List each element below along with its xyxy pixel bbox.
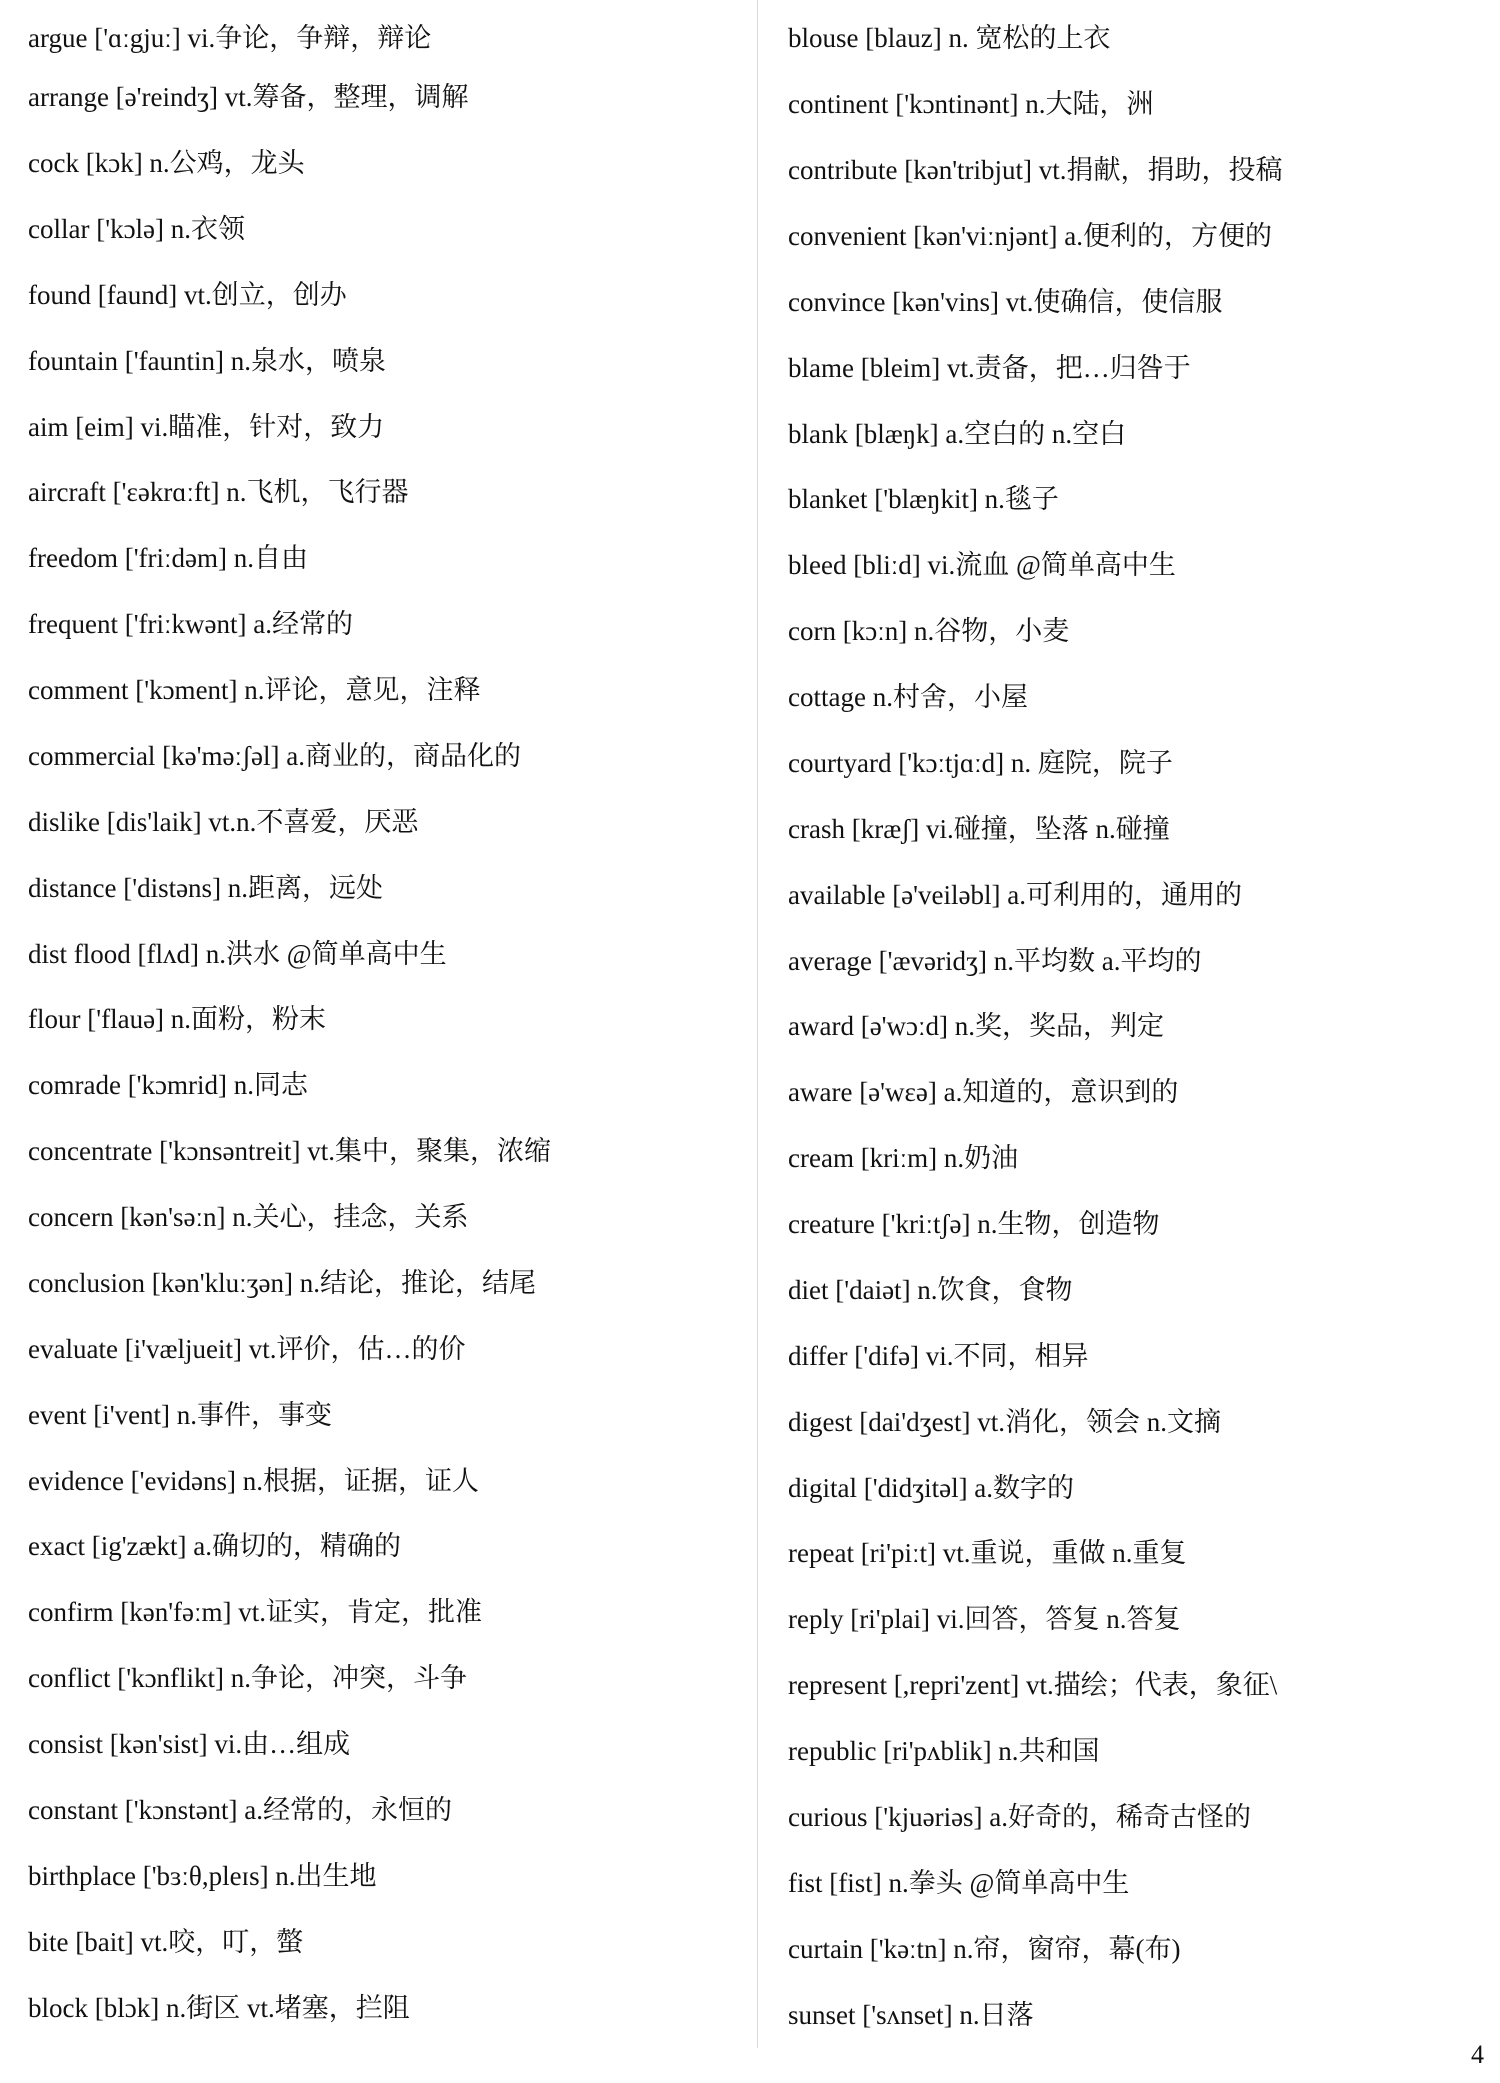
vocab-entry: concentrate ['kɔnsəntreit] vt.集中，聚集，浓缩: [28, 1136, 551, 1166]
vocab-entry: courtyard ['kɔːtjɑːd] n. 庭院，院子: [788, 748, 1173, 778]
vocab-entry: aware [ə'wɛə] a.知道的，意识到的: [788, 1077, 1179, 1107]
vocab-entry: comment ['kɔment] n.评论，意见，注释: [28, 675, 481, 705]
vocab-entry: creature ['kriːtʃə] n.生物，创造物: [788, 1209, 1160, 1239]
vocab-entry: reply [ri'plai] vi.回答，答复 n.答复: [788, 1604, 1181, 1634]
vocab-entry: represent [,repri'zent] vt.描绘；代表，象征\: [788, 1670, 1278, 1700]
vocab-entry: block [blɔk] n.街区 vt.堵塞，拦阻: [28, 1993, 410, 2023]
right-vocabulary-column: [788, 0, 1478, 2040]
vocab-entry: average ['ævəridʒ] n.平均数 a.平均的: [788, 946, 1202, 976]
vocab-entry: conclusion [kən'kluːʒən] n.结论，推论，结尾: [28, 1268, 537, 1298]
vocab-entry: digital ['didʒitəl] a.数字的: [788, 1473, 1075, 1503]
vocab-entry: corn [kɔːn] n.谷物，小麦: [788, 616, 1070, 646]
vocab-entry: frequent ['friːkwənt] a.经常的: [28, 609, 354, 639]
vocab-entry: evaluate [i'væljueit] vt.评价，估…的价: [28, 1334, 466, 1364]
vocab-entry: concern [kən'səːn] n.关心，挂念，关系: [28, 1202, 469, 1232]
vocab-entry: diet ['daiət] n.饮食，食物: [788, 1275, 1073, 1305]
vocab-entry: flour ['flauə] n.面粉，粉末: [28, 1004, 327, 1034]
vocab-entry: continent ['kɔntinənt] n.大陆，洲: [788, 89, 1154, 119]
page-number: 4: [1471, 2040, 1484, 2069]
left-vocabulary-column: [28, 0, 748, 2040]
vocab-entry: differ ['difə] vi.不同，相异: [788, 1341, 1089, 1371]
vocab-entry: collar ['kɔlə] n.衣领: [28, 214, 246, 244]
vocab-entry: aim [eim] vi.瞄准，针对，致力: [28, 412, 385, 442]
vocab-entry: blouse [blauz] n. 宽松的上衣: [788, 23, 1111, 53]
vocab-entry: conflict ['kɔnflikt] n.争论，冲突，斗争: [28, 1663, 468, 1693]
vocab-entry: curious ['kjuəriəs] a.好奇的，稀奇古怪的: [788, 1802, 1252, 1832]
column-divider: [757, 0, 758, 2048]
vocab-entry: consist [kən'sist] vi.由…组成: [28, 1729, 351, 1759]
vocab-entry: blame [bleim] vt.责备，把…归咎于: [788, 353, 1191, 383]
vocab-entry: crash [kræʃ] vi.碰撞，坠落 n.碰撞: [788, 814, 1170, 844]
vocab-entry: distance ['distəns] n.距离，远处: [28, 873, 384, 903]
vocab-entry: evidence ['evidəns] n.根据，证据，证人: [28, 1466, 480, 1496]
vocab-entry: constant ['kɔnstənt] a.经常的，永恒的: [28, 1795, 453, 1825]
vocab-entry: convenient [kən'viːnjənt] a.便利的，方便的: [788, 221, 1273, 251]
vocab-entry: cottage n.村舍，小屋: [788, 682, 1028, 712]
vocab-entry: dislike [dis'laik] vt.n.不喜爱，厌恶: [28, 807, 419, 837]
vocab-entry: fist [fist] n.拳头 @简单高中生: [788, 1868, 1130, 1898]
vocab-entry: award [ə'wɔːd] n.奖，奖品，判定: [788, 1011, 1165, 1041]
vocab-entry: blanket ['blæŋkit] n.毯子: [788, 484, 1059, 514]
vocab-entry: argue ['ɑːgjuː] vi.争论，争辩，辩论: [28, 23, 432, 53]
vocab-entry: available [ə'veiləbl] a.可利用的，通用的: [788, 880, 1242, 910]
vocab-entry: bleed [bliːd] vi.流血 @简单高中生: [788, 550, 1176, 580]
vocab-entry: digest [dai'dʒest] vt.消化，领会 n.文摘: [788, 1407, 1222, 1437]
vocab-entry: fountain ['fauntin] n.泉水，喷泉: [28, 346, 387, 376]
vocab-entry: bite [bait] vt.咬，叮，螫: [28, 1927, 304, 1957]
vocab-entry: republic [ri'pʌblik] n.共和国: [788, 1736, 1100, 1766]
vocab-entry: birthplace ['bɜːθ,pleɪs] n.出生地: [28, 1861, 377, 1891]
vocab-entry: found [faund] vt.创立，创办: [28, 280, 347, 310]
vocab-entry: curtain ['kəːtn] n.帘，窗帘，幕(布): [788, 1934, 1181, 1964]
vocab-entry: aircraft ['ɛəkrɑːft] n.飞机，飞行器: [28, 477, 409, 507]
vocab-entry: exact [ig'zækt] a.确切的，精确的: [28, 1531, 402, 1561]
vocab-entry: sunset ['sʌnset] n.日落: [788, 2000, 1034, 2030]
vocab-entry: repeat [ri'piːt] vt.重说，重做 n.重复: [788, 1538, 1187, 1568]
vocab-entry: blank [blæŋk] a.空白的 n.空白: [788, 419, 1127, 449]
vocab-entry: convince [kən'vins] vt.使确信，使信服: [788, 287, 1223, 317]
vocab-entry: contribute [kən'tribjut] vt.捐献，捐助，投稿: [788, 155, 1283, 185]
vocab-entry: event [i'vent] n.事件，事变: [28, 1400, 333, 1430]
vocab-entry: cock [kɔk] n.公鸡，龙头: [28, 148, 305, 178]
vocab-entry: freedom ['friːdəm] n.自由: [28, 543, 309, 573]
vocab-entry: comrade ['kɔmrid] n.同志: [28, 1070, 309, 1100]
vocab-entry: arrange [ə'reindʒ] vt.筹备，整理，调解: [28, 82, 469, 112]
vocab-entry: dist flood [flʌd] n.洪水 @简单高中生: [28, 939, 447, 969]
vocab-entry: cream [kriːm] n.奶油: [788, 1143, 1019, 1173]
vocab-entry: commercial [kə'məːʃəl] a.商业的，商品化的: [28, 741, 521, 771]
vocab-entry: confirm [kən'fəːm] vt.证实，肯定，批准: [28, 1597, 483, 1627]
